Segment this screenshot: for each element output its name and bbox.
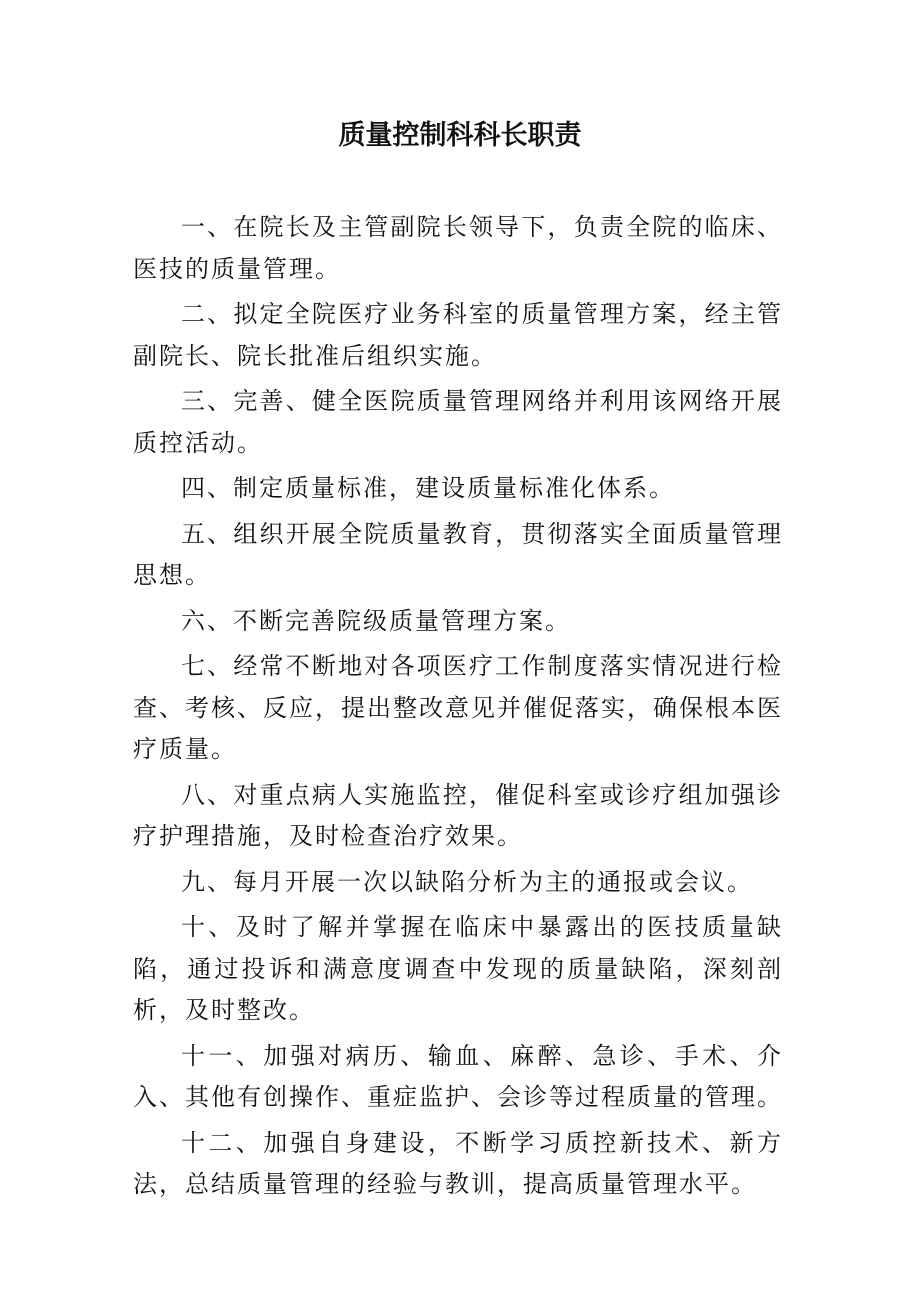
duty-item-2: 二、拟定全院医疗业务科室的质量管理方案，经主管副院长、院长批准后组织实施。 <box>133 300 783 370</box>
page-title: 质量控制科科长职责 <box>338 120 582 151</box>
duty-item-11: 十一、加强对病历、输血、麻醉、急诊、手术、介入、其他有创操作、重症监护、会诊等过程质量的管理。 <box>133 1041 783 1111</box>
duty-item-1: 一、在院长及主管副院长领导下，负责全院的临床、医技的质量管理。 <box>133 213 783 283</box>
duty-list <box>133 207 783 1210</box>
duty-item-12: 十二、加强自身建设，不断学习质控新技术、新方法，总结质量管理的经验与教训，提高质量管理水平。 <box>133 1128 783 1198</box>
duty-item-10: 十、及时了解并掌握在临床中暴露出的医技质量缺陷，通过投诉和满意度调查中发现的质量缺陷，深刻剖析，及时整改。 <box>133 913 783 1024</box>
duty-item-8: 八、对重点病人实施监控，催促科室或诊疗组加强诊疗护理措施，及时检查治疗效果。 <box>133 780 783 850</box>
duty-item-9: 九、每月开展一次以缺陷分析为主的通报或会议。 <box>181 867 753 896</box>
duty-item-7: 七、经常不断地对各项医疗工作制度落实情况进行检查、考核、反应，提出整改意见并催促落实，确保根本医疗质量。 <box>133 652 783 763</box>
duty-item-4: 四、制定质量标准，建设质量标准化体系。 <box>181 474 675 502</box>
duty-item-6: 六、不断完善院级质量管理方案。 <box>181 606 571 635</box>
duty-item-5: 五、组织开展全院质量教育，贯彻落实全面质量管理思想。 <box>133 519 783 589</box>
duty-item-3: 三、完善、健全医院质量管理网络并利用该网络开展质控活动。 <box>133 387 783 457</box>
